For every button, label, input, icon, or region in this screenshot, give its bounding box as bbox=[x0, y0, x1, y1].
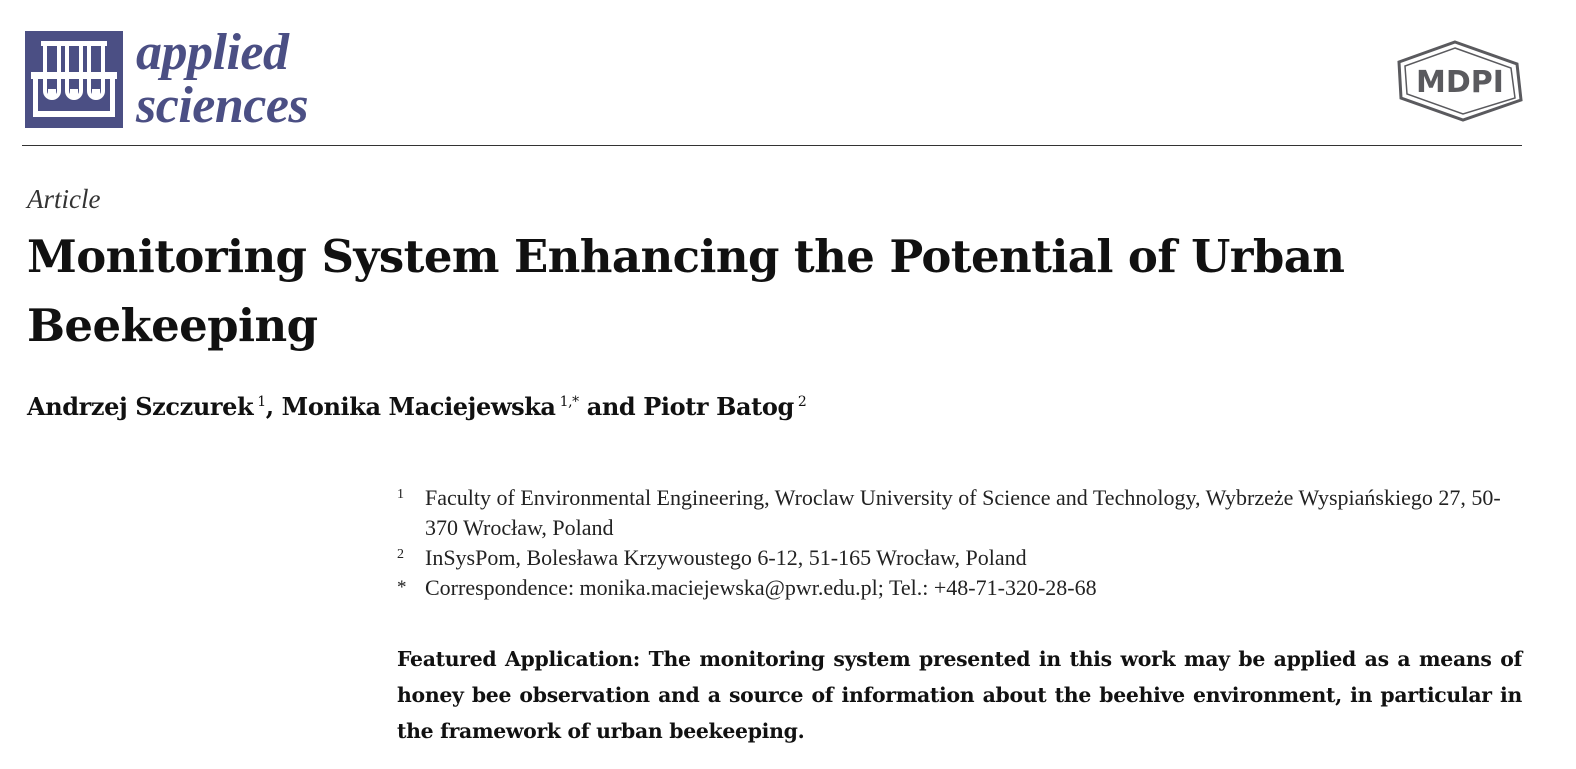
article-title: Monitoring System Enhancing the Potential of Urban Beekeeping bbox=[27, 230, 1345, 352]
article-type: Article bbox=[27, 184, 101, 214]
author-separator: , bbox=[265, 392, 282, 421]
affiliation-marker: 1 bbox=[397, 487, 404, 502]
journal-name-line1: applied bbox=[136, 24, 289, 81]
author-affiliation-mark: 1 bbox=[257, 394, 266, 410]
journal-name bbox=[136, 26, 308, 132]
header-divider bbox=[22, 145, 1522, 146]
affiliation-item bbox=[397, 483, 1527, 543]
correspondence-text: Correspondence: monika.maciejewska@pwr.edu.pl; Tel.: +48-71-320-28-68 bbox=[425, 575, 1097, 600]
affiliation-item bbox=[397, 543, 1527, 573]
author-name: Monika Maciejewska bbox=[281, 392, 556, 421]
correspondence-item bbox=[397, 573, 1527, 603]
correspondence-marker: * bbox=[397, 577, 407, 598]
journal-name-line2: sciences bbox=[136, 77, 309, 134]
author-name: Andrzej Szczurek bbox=[27, 392, 254, 421]
affiliation-text: Faculty of Environmental Engineering, Wroclaw University of Science and Technology, Wybrzeże Wyspiańskiego 27, 50-370 Wrocław, Poland bbox=[425, 485, 1501, 540]
author-affiliation-mark: 1,* bbox=[559, 394, 579, 410]
author-affiliation-mark: 2 bbox=[797, 394, 807, 410]
author-separator: and bbox=[578, 392, 644, 421]
author-name: Piotr Batog bbox=[643, 392, 794, 421]
affiliation-marker: 2 bbox=[397, 547, 404, 562]
author-list bbox=[27, 392, 806, 421]
publisher-name: MDPI bbox=[1416, 65, 1504, 100]
affiliations bbox=[397, 483, 1527, 603]
affiliation-text: InSysPom, Bolesława Krzywoustego 6-12, 51-165 Wrocław, Poland bbox=[425, 545, 1027, 570]
featured-application: Featured Application: The monitoring system presented in this work may be applied as a means of honey bee observation and a source of information about the beehive environment, in particular in the framework of urban beekeeping. bbox=[397, 647, 1522, 743]
mdpi-logo bbox=[1397, 40, 1523, 122]
journal-logo bbox=[25, 31, 123, 128]
